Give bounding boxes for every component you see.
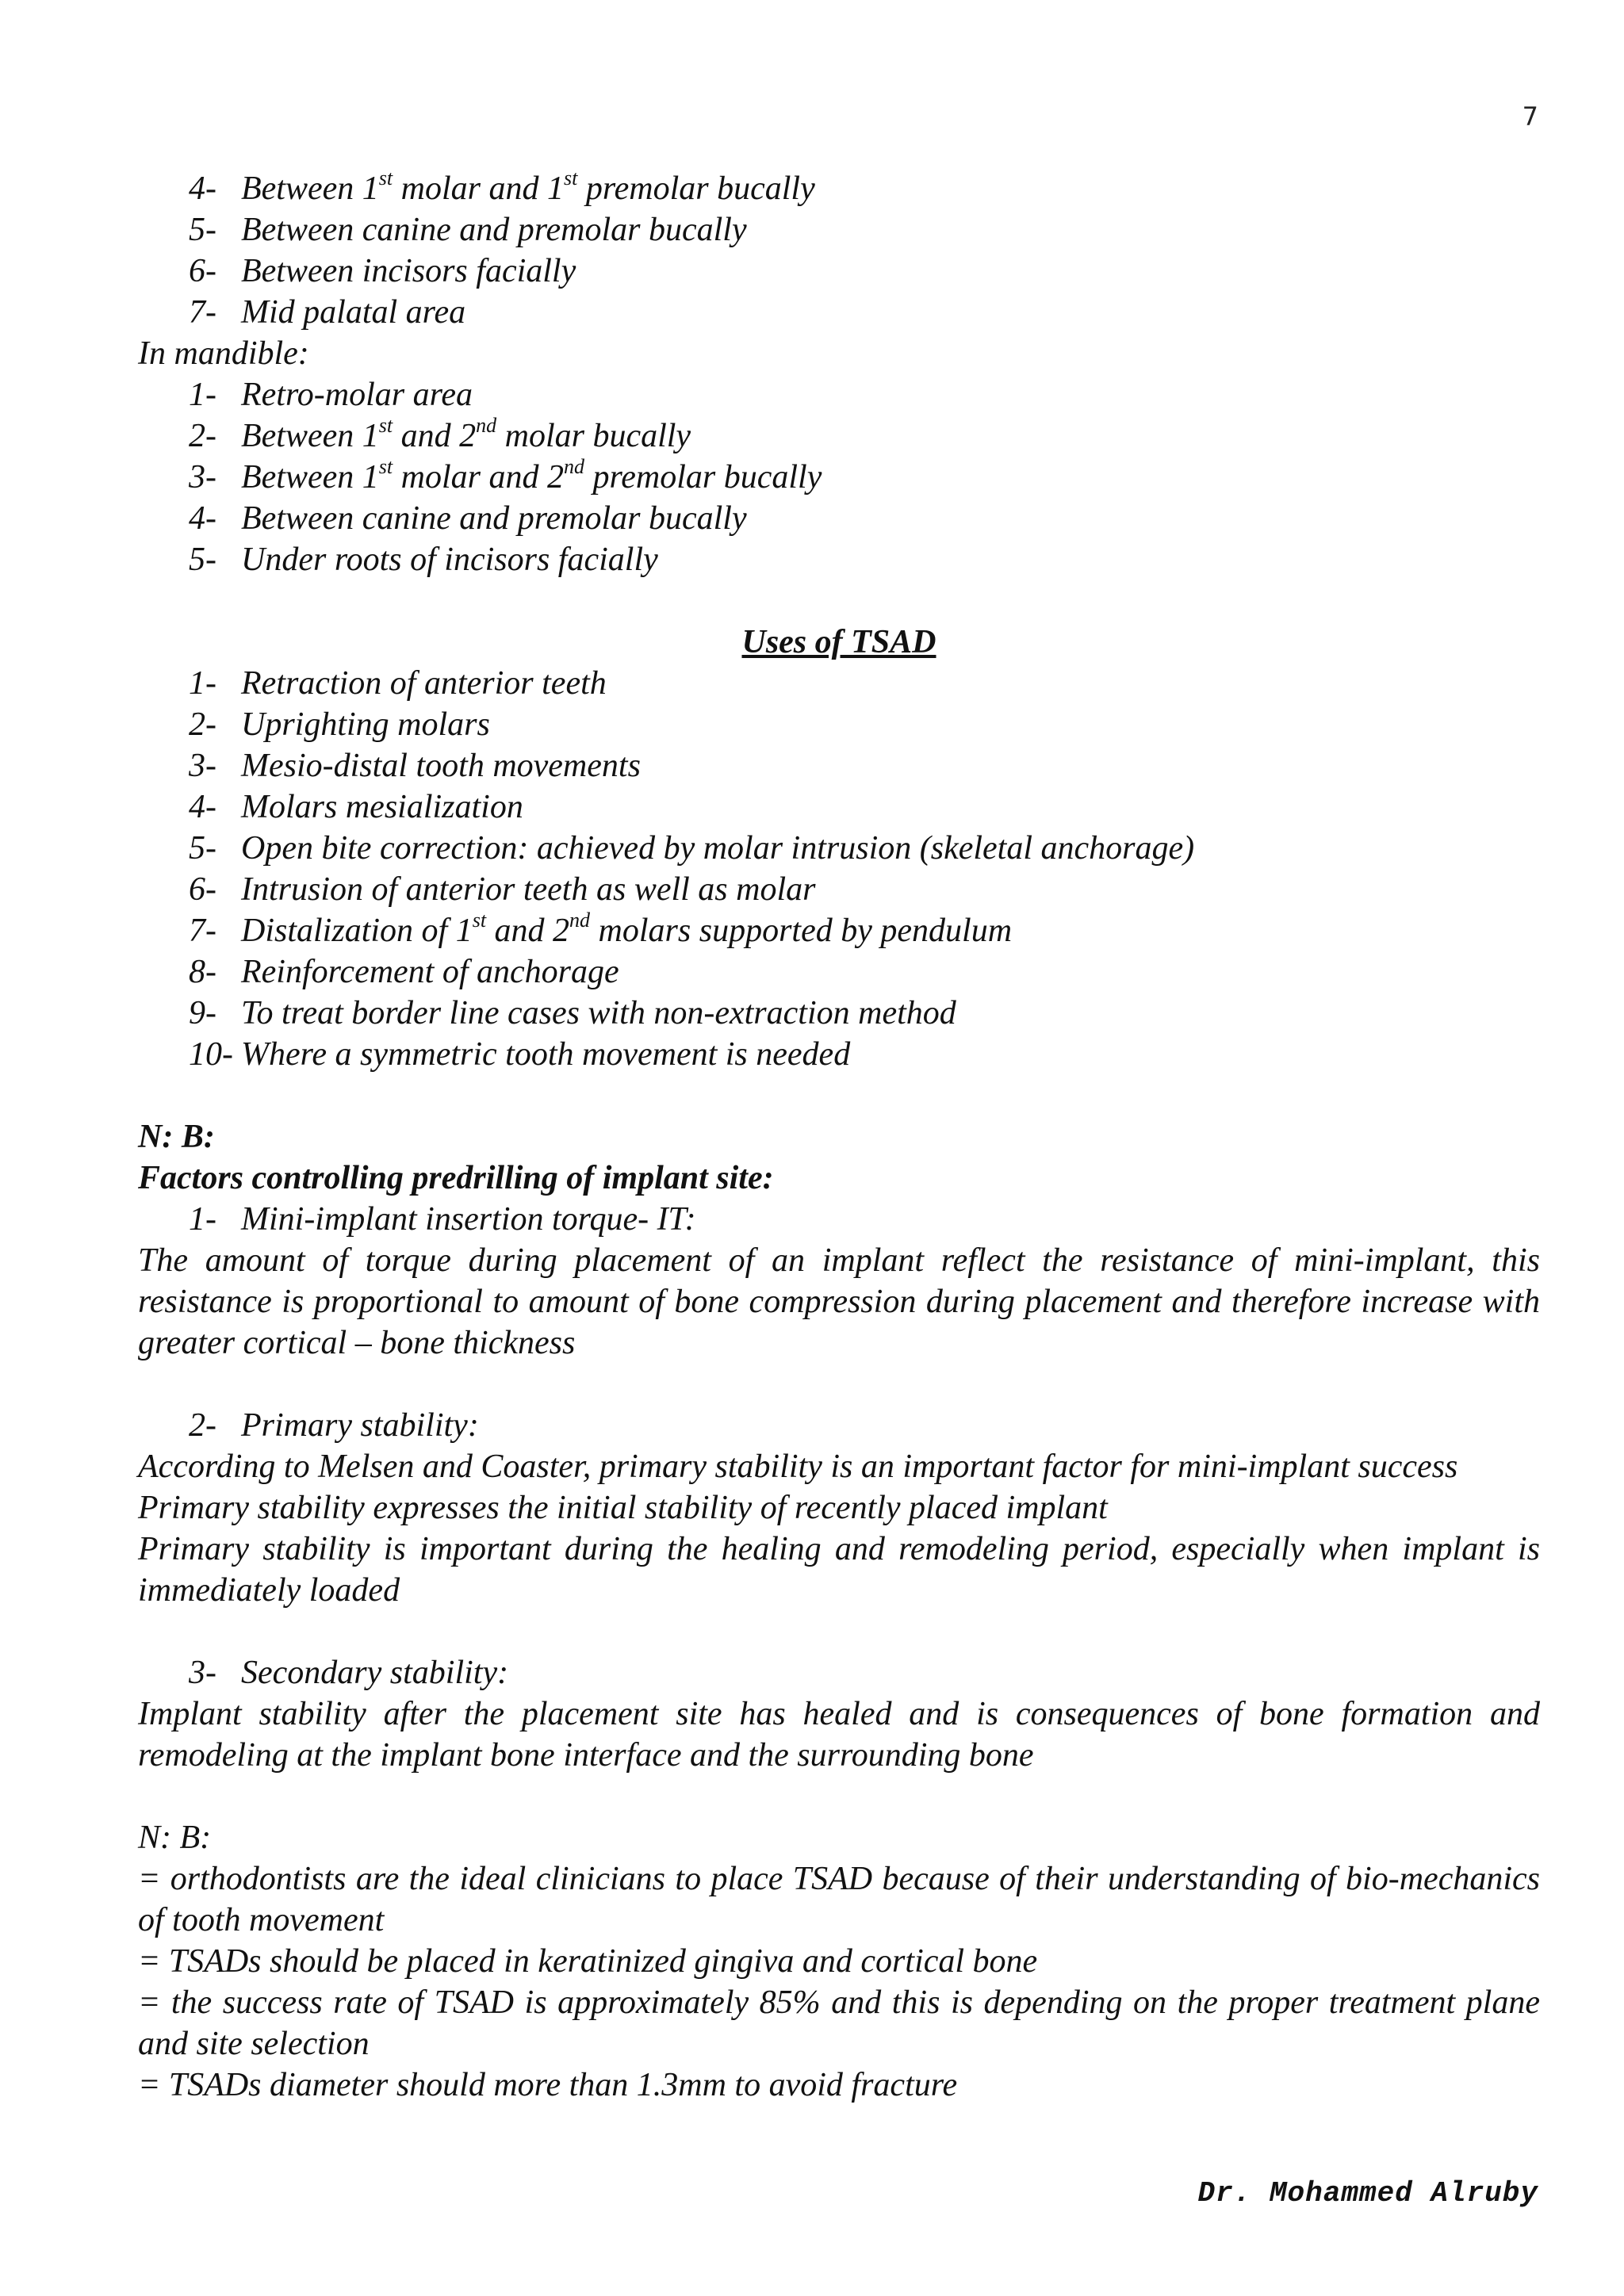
text-fragment: premolar bucally xyxy=(577,170,815,207)
text-fragment: molar bucally xyxy=(496,418,691,454)
list-number: 7- xyxy=(189,913,216,949)
list-text: Reinforcement of anchorage xyxy=(241,954,619,990)
nb-label: N: B: xyxy=(138,1820,212,1856)
ordinal-suffix: st xyxy=(472,909,487,932)
nb-note: = the success rate of TSAD is approximately 85% and this is depending on the proper treatment plane and site selection xyxy=(138,1984,1540,2062)
mandible-site-item xyxy=(138,539,1540,580)
maxilla-site-item xyxy=(138,168,1540,209)
list-number: 2- xyxy=(189,706,216,743)
use-item xyxy=(138,1034,1540,1075)
list-text: Retro-molar area xyxy=(241,377,473,413)
list-text: Open bite correction: achieved by molar intrusion (skeletal anchorage) xyxy=(241,830,1195,867)
use-item xyxy=(138,745,1540,786)
list-number: 4- xyxy=(189,789,216,825)
list-text xyxy=(241,455,822,496)
list-text: Where a symmetric tooth movement is needed xyxy=(241,1036,851,1073)
list-text: Under roots of incisors facially xyxy=(241,541,658,578)
mandible-site-item xyxy=(138,498,1540,539)
list-number: 6- xyxy=(189,253,216,289)
list-text: Molars mesialization xyxy=(241,789,523,825)
factor-2-title: 2- Primary stability: xyxy=(189,1407,479,1444)
factor-2-paragraphs xyxy=(138,1446,1540,1611)
ordinal-suffix: st xyxy=(378,455,393,478)
text-fragment: molar and 2 xyxy=(393,459,564,496)
list-number: 5- xyxy=(189,541,216,578)
list-text: Between canine and premolar bucally xyxy=(241,500,747,537)
factor-3-paragraph: Implant stability after the placement site has healed and is consequences of bone formation and remodeling at the implant bone interface and the surrounding bone xyxy=(138,1696,1540,1774)
list-text: Intrusion of anterior teeth as well as molar xyxy=(241,871,816,908)
list-text xyxy=(241,909,1013,949)
list-number: 10- xyxy=(189,1036,233,1073)
maxilla-site-item xyxy=(138,209,1540,251)
list-text: Retraction of anterior teeth xyxy=(241,665,607,702)
spacer xyxy=(138,1075,1540,1116)
list-number: 4- xyxy=(189,170,216,207)
nb-note: = TSADs should be placed in keratinized gingiva and cortical bone xyxy=(138,1943,1038,1980)
list-number: 3- xyxy=(189,459,216,496)
text-fragment: Distalization of 1 xyxy=(241,913,473,949)
uses-list xyxy=(138,663,1540,1075)
list-number: 4- xyxy=(189,500,216,537)
ordinal-suffix: nd xyxy=(569,909,591,932)
use-item xyxy=(138,869,1540,910)
maxilla-site-item xyxy=(138,251,1540,292)
list-text: Between canine and premolar bucally xyxy=(241,212,747,248)
text-fragment: premolar bucally xyxy=(584,459,822,496)
list-number: 9- xyxy=(189,995,216,1031)
text-fragment: molar and 1 xyxy=(393,170,564,207)
list-number: 8- xyxy=(189,954,216,990)
maxilla-site-item xyxy=(138,292,1540,333)
list-number: 1- xyxy=(189,377,216,413)
spacer xyxy=(138,1776,1540,1817)
page-content xyxy=(138,168,1540,2106)
mandible-heading: In mandible: xyxy=(138,335,309,372)
text-fragment: Between 1 xyxy=(241,170,379,207)
author-signature: Dr. Mohammed Alruby xyxy=(1197,2177,1538,2210)
list-text: Mid palatal area xyxy=(241,294,466,331)
factor-2-line: According to Melsen and Coaster, primary stability is an important factor for mini-implant success xyxy=(138,1448,1458,1485)
spacer xyxy=(138,1611,1540,1652)
text-fragment: and 2 xyxy=(393,418,477,454)
use-item xyxy=(138,786,1540,828)
mandible-site-item xyxy=(138,415,1540,457)
list-number: 5- xyxy=(189,212,216,248)
spacer xyxy=(138,580,1540,622)
text-fragment: molars supported by pendulum xyxy=(590,913,1013,949)
use-item xyxy=(138,951,1540,993)
text-fragment: Between 1 xyxy=(241,459,379,496)
nb-label-bold: N: B: xyxy=(138,1119,215,1155)
factor-3-title: 3- Secondary stability: xyxy=(189,1655,509,1691)
list-number: 6- xyxy=(189,871,216,908)
ordinal-suffix: st xyxy=(378,414,393,437)
list-text xyxy=(241,166,815,207)
use-item xyxy=(138,704,1540,745)
spacer xyxy=(138,1364,1540,1405)
ordinal-suffix: st xyxy=(378,166,393,189)
uses-heading: Uses of TSAD xyxy=(741,624,936,660)
use-item xyxy=(138,828,1540,869)
nb-notes xyxy=(138,1858,1540,2106)
nb-note: = TSADs diameter should more than 1.3mm to avoid fracture xyxy=(138,2067,958,2103)
list-text xyxy=(241,414,691,454)
page-number: 7 xyxy=(1522,101,1538,132)
ordinal-suffix: nd xyxy=(476,414,497,437)
ordinal-suffix: st xyxy=(563,166,578,189)
text-fragment: Between 1 xyxy=(241,418,379,454)
ordinal-suffix: nd xyxy=(563,455,584,478)
list-text: Between incisors facially xyxy=(241,253,576,289)
list-text: Mesio-distal tooth movements xyxy=(241,748,641,784)
mandible-site-list xyxy=(138,374,1540,580)
factors-heading: Factors controlling predrilling of implant site: xyxy=(138,1160,774,1196)
maxilla-site-list xyxy=(138,168,1540,333)
mandible-site-item xyxy=(138,374,1540,415)
list-number: 2- xyxy=(189,418,216,454)
mandible-site-item xyxy=(138,457,1540,498)
list-number: 1- xyxy=(189,665,216,702)
factor-2-line: Primary stability is important during the healing and remodeling period, especially when implant is immediately loaded xyxy=(138,1531,1540,1609)
factor-1-title: 1- Mini-implant insertion torque- IT: xyxy=(189,1201,696,1238)
list-number: 5- xyxy=(189,830,216,867)
use-item xyxy=(138,663,1540,704)
nb-note: = orthodontists are the ideal clinicians to place TSAD because of their understanding of bio-mechanics of tooth movement xyxy=(138,1861,1540,1938)
factor-2-line: Primary stability expresses the initial stability of recently placed implant xyxy=(138,1490,1108,1526)
use-item xyxy=(138,910,1540,951)
list-text: Uprighting molars xyxy=(241,706,490,743)
list-number: 3- xyxy=(189,748,216,784)
list-text: To treat border line cases with non-extraction method xyxy=(241,995,956,1031)
factor-1-paragraph: The amount of torque during placement of an implant reflect the resistance of mini-implant, this resistance is proportional to amount of bone compression during placement and therefore increase with greater cortical – bone thickness xyxy=(138,1242,1540,1361)
text-fragment: and 2 xyxy=(486,913,570,949)
use-item xyxy=(138,993,1540,1034)
list-number: 7- xyxy=(189,294,216,331)
